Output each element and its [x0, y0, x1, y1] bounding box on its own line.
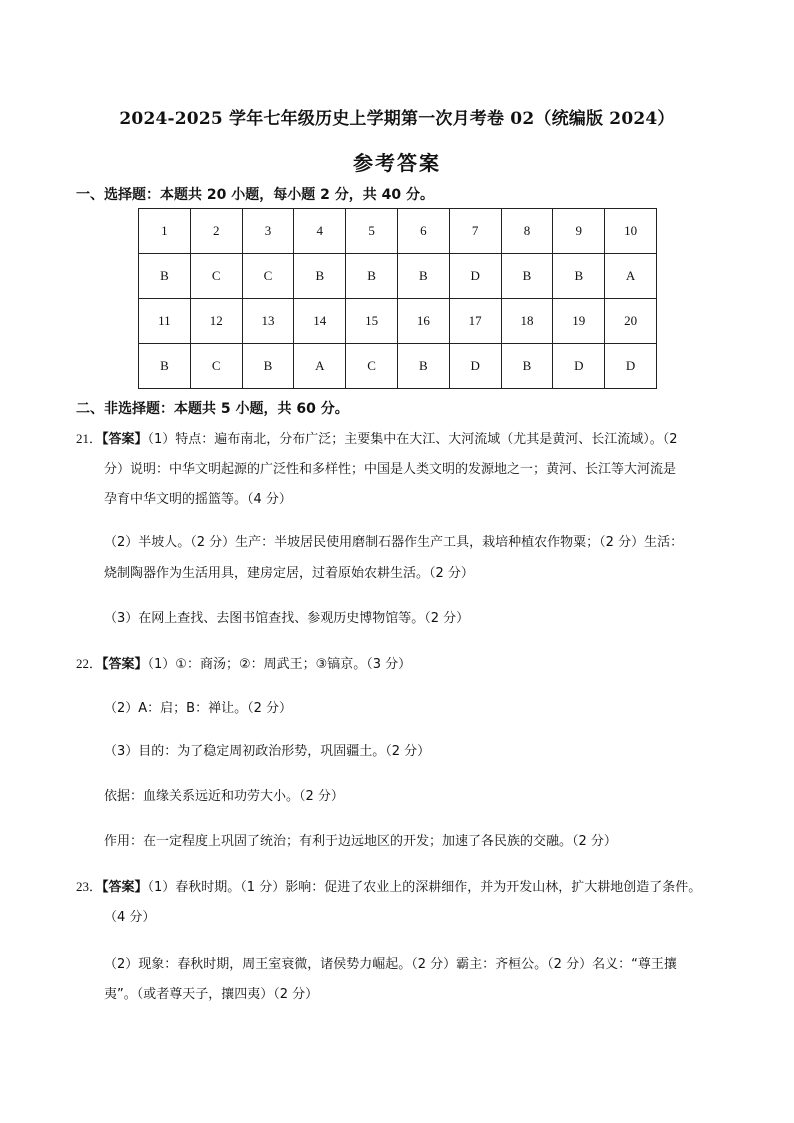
question-number-cell: 9 [553, 209, 605, 254]
page-subtitle: 参考答案 [353, 151, 441, 175]
question-number-cell: 2 [190, 209, 242, 254]
q23-part2 [104, 950, 736, 980]
question-number-cell: 3 [242, 209, 294, 254]
q23-answer-tag: 【答案】 [102, 880, 148, 895]
q22-number: 22． [76, 656, 103, 671]
question-number-cell: 20 [605, 299, 657, 344]
question-number-cell: 12 [190, 299, 242, 344]
answer-cell: B [139, 344, 191, 389]
question-number-cell: 17 [449, 299, 501, 344]
question-number-cell: 15 [346, 299, 398, 344]
q21-part1-line2: 分）说明：中华文明起源的广泛性和多样性；中国是人类文明的发源地之一；黄河、长江等大河流是 [104, 462, 677, 477]
q22-effect-text: 作用：在一定程度上巩固了统治；有利于边远地区的开发；加速了各民族的交融。（2 分） [104, 834, 617, 849]
question-number-cell: 18 [501, 299, 553, 344]
question-number-cell: 16 [397, 299, 449, 344]
answer-cell: B [501, 254, 553, 299]
q21-part1-line3: 孕育中华文明的摇篮等。（4 分） [104, 492, 292, 507]
q22-basis [76, 782, 736, 812]
q22-part1: （1）①：商汤；②：周武王；③镐京。（3 分） [147, 657, 412, 672]
question-number-cell: 5 [346, 209, 398, 254]
answer-cell: C [242, 254, 294, 299]
question-number-cell: 4 [294, 209, 346, 254]
q23-part2-line1: （2）现象：春秋时期，周王室衰微，诸侯势力崛起。（2 分）霸主：齐桓公。（2 分）名义：“尊王攘 [104, 957, 677, 972]
answer-cell: D [449, 254, 501, 299]
q21-answer-block [76, 424, 736, 515]
q23-part1-line2: （4 分） [104, 910, 156, 925]
answer-cell: C [190, 254, 242, 299]
q21-part1-line1: （1）特点：遍布南北，分布广泛；主要集中在大江、大河流域（尤其是黄河、长江流域）。（2 [147, 432, 678, 447]
answer-cell: B [346, 254, 398, 299]
q21-number: 21． [76, 431, 103, 446]
section-1-heading: 一、选择题：本题共 20 小题，每小题 2 分，共 40 分。 [76, 187, 434, 203]
answer-cell: B [139, 254, 191, 299]
q22-answer-block [76, 649, 736, 680]
answer-cell: B [397, 344, 449, 389]
q21-answer-tag: 【答案】 [102, 432, 148, 447]
q21-part2-line2: 烧制陶器作为生活用具，建房定居，过着原始农耕生活。（2 分） [104, 566, 474, 581]
q23-part2-line2: 夷”。（或者尊天子，攘四夷）（2 分） [104, 987, 319, 1002]
question-number-cell: 13 [242, 299, 294, 344]
answer-cell: B [553, 254, 605, 299]
q21-part2-cont [76, 559, 736, 589]
answer-row [139, 254, 657, 299]
page-title: 2024-2025 学年七年级历史上学期第一次月考卷 02（统编版 2024） [119, 109, 675, 129]
question-number-cell: 10 [605, 209, 657, 254]
question-number-row [139, 209, 657, 254]
question-number-cell: 6 [397, 209, 449, 254]
choice-answer-table [138, 208, 657, 389]
question-number-cell: 7 [449, 209, 501, 254]
q21-part2-line1: （2）半坡人。（2 分）生产：半坡居民使用磨制石器作生产工具，栽培种植农作物粟；（2 分）生活： [104, 535, 684, 550]
q22-part2: （2）A：启；B：禅让。（2 分） [104, 701, 292, 716]
q21-part3: （3）在网上查找、去图书馆查找、参观历史博物馆等。（2 分） [104, 611, 470, 626]
q22-basis-text: 依据：血缘关系远近和功劳大小。（2 分） [104, 789, 344, 804]
question-number-cell: 8 [501, 209, 553, 254]
answer-cell: B [501, 344, 553, 389]
answer-cell: B [294, 254, 346, 299]
question-number-cell: 1 [139, 209, 191, 254]
answer-cell: B [397, 254, 449, 299]
q22-answer-tag: 【答案】 [102, 657, 148, 672]
question-number-cell: 11 [139, 299, 191, 344]
q21-part2 [104, 528, 736, 558]
q23-part2-cont [76, 980, 736, 1010]
answer-cell: D [605, 344, 657, 389]
q22-part3: （3）目的：为了稳定周初政治形势，巩固疆土。（2 分） [104, 744, 431, 759]
section-2-heading: 二、非选择题：本题共 5 小题，共 60 分。 [76, 401, 349, 417]
answer-cell: D [553, 344, 605, 389]
q23-answer-block [76, 872, 736, 933]
answer-cell: A [605, 254, 657, 299]
answer-cell: C [190, 344, 242, 389]
q22-effect [76, 827, 736, 857]
answer-cell: A [294, 344, 346, 389]
answer-row [139, 344, 657, 389]
answer-cell: D [449, 344, 501, 389]
q23-number: 23． [76, 879, 103, 894]
question-number-cell: 19 [553, 299, 605, 344]
question-number-cell: 14 [294, 299, 346, 344]
q23-part1-line1: （1）春秋时期。（1 分）影响：促进了农业上的深耕细作，并为开发山林，扩大耕地创造了条件。 [147, 880, 702, 895]
answer-cell: C [346, 344, 398, 389]
answer-cell: B [242, 344, 294, 389]
question-number-row [139, 299, 657, 344]
